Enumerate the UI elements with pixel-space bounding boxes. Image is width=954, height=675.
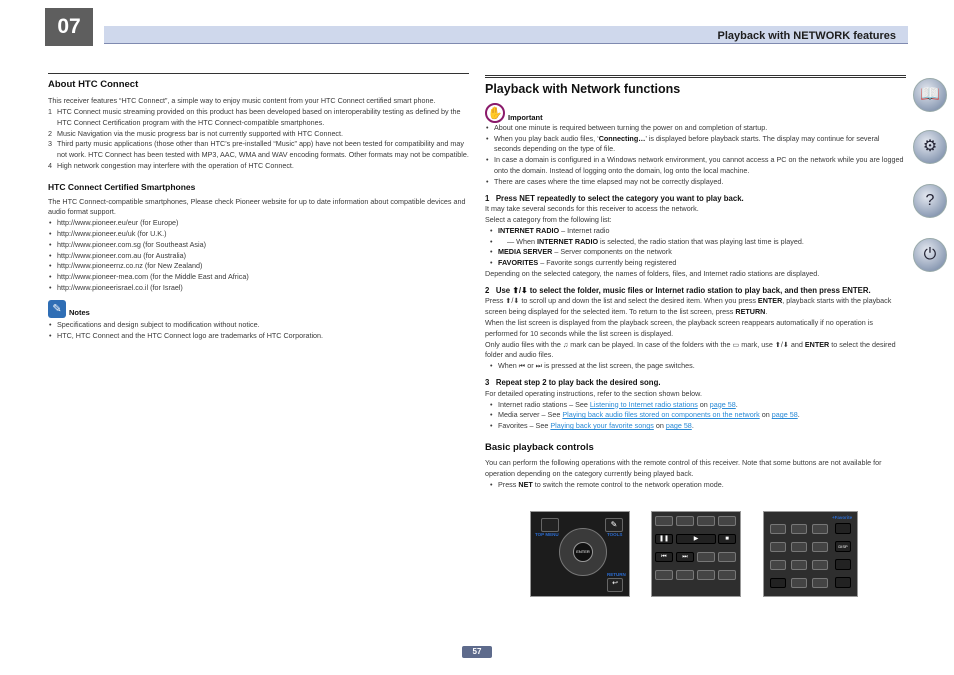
enter-button[interactable]: ENTER xyxy=(573,542,593,562)
previous-icon[interactable]: ⏮ xyxy=(655,552,673,562)
important-icon: ✋ xyxy=(485,103,505,123)
link-item[interactable]: • http://www.pioneer-mea.com (for the Middle East and Africa) xyxy=(48,272,469,283)
remote-button[interactable] xyxy=(718,552,736,562)
important-title: Important xyxy=(508,112,543,122)
list-item: • In case a domain is configured in a Windows network environment, you cannot access a PC on the network while you are logged onto the domain. Instead of logging onto the domain, log onto the local machine. xyxy=(485,155,906,177)
chapter-number: 07 xyxy=(45,8,93,46)
list-item: • HTC, HTC Connect and the HTC Connect logo are trademarks of HTC Corporation. xyxy=(48,331,469,342)
step-2-text: When the list screen is displayed from the playback screen, the playback screen reappears automatically if no operation is performed for 10 seconds while the list screen is displayed. xyxy=(485,318,873,338)
important-heading xyxy=(485,103,906,123)
step-1: 1 Press NET repeatedly to select the category you want to play back. xyxy=(485,193,744,203)
basic-list xyxy=(485,480,906,491)
return-label: RETURN xyxy=(607,572,626,577)
page-link[interactable]: page 58 xyxy=(771,410,798,420)
remote-button[interactable] xyxy=(791,524,807,534)
pause-icon[interactable]: ❚❚ xyxy=(655,534,673,544)
section-rule xyxy=(485,75,906,79)
page-title: Playback with NETWORK features xyxy=(717,30,896,42)
remote-button[interactable] xyxy=(791,560,807,570)
remote-button[interactable] xyxy=(770,560,786,570)
remote-button[interactable] xyxy=(770,542,786,552)
play-icon[interactable]: ▶ xyxy=(676,534,716,544)
cert-intro: The HTC Connect-compatible smartphones, Please check Pioneer website for up to date information about compatible devices and audio format support. xyxy=(48,196,466,217)
remote-nav-panel xyxy=(530,511,630,597)
page-number: 57 xyxy=(462,646,492,658)
notes-heading xyxy=(48,300,469,318)
faq-icon[interactable]: ? xyxy=(913,184,947,218)
power-icon[interactable]: ⏻ xyxy=(913,238,947,272)
reference-link[interactable]: Playing back audio files stored on components on the network xyxy=(562,410,760,420)
remote-button[interactable] xyxy=(676,516,694,526)
about-title: About HTC Connect xyxy=(48,79,139,90)
display-button[interactable]: DISP xyxy=(835,541,851,552)
tools-label: TOOLS xyxy=(607,532,623,537)
step-1-text: Select a category from the following list: xyxy=(485,215,612,225)
reference-link[interactable]: Listening to Internet radio stations xyxy=(589,399,698,409)
remote-transport-panel xyxy=(651,511,741,597)
step-2-list xyxy=(485,361,906,372)
category-list xyxy=(485,226,906,269)
cert-title: HTC Connect Certified Smartphones xyxy=(48,181,196,192)
step-3: 3 Repeat step 2 to play back the desired song. xyxy=(485,378,661,388)
remote-button[interactable] xyxy=(718,516,736,526)
direction-pad[interactable] xyxy=(559,528,607,576)
remote-button[interactable] xyxy=(697,570,715,580)
reference-link[interactable]: Playing back your favorite songs xyxy=(550,421,654,431)
remote-button[interactable] xyxy=(718,570,736,580)
notes-list xyxy=(48,320,469,342)
header-bar xyxy=(104,26,908,44)
basic-text: You can perform the following operations with the remote control of this receiver. Note that some buttons are not available for operation depending on the category currently being played back. xyxy=(485,458,882,478)
link-item[interactable]: • http://www.pioneernz.co.nz (for New Zealand) xyxy=(48,261,469,272)
step-1-text: It may take several seconds for this receiver to access the network. xyxy=(485,204,699,214)
pencil-icon: ✎ xyxy=(48,300,66,318)
list-item: • When ⏮ or ⏭ is pressed at the list screen, the page switches. xyxy=(489,361,906,372)
list-subitem: • — When INTERNET RADIO is selected, the radio station that was playing last time is played. xyxy=(489,237,906,248)
link-item[interactable]: • http://www.pioneer.com.sg (for Southeast Asia) xyxy=(48,240,469,251)
tools-button[interactable]: ✎ xyxy=(605,518,623,532)
about-notes xyxy=(48,107,469,172)
remote-button[interactable] xyxy=(812,578,828,588)
list-item: • Internet radio stations – See Listening to Internet radio stations on page 58. xyxy=(489,400,906,411)
return-button[interactable]: ↩ xyxy=(607,578,623,592)
list-item: 3 Third party music applications (those other than HTC’s pre-installed “Music” app) have not been tested for compatibility and may not work. HTC Connect has been tested with MP3, AAC, WMA and WAV encoding formats. Other formats may not be compatible. xyxy=(48,139,469,160)
list-item: • About one minute is required between turning the power on and completion of startup. xyxy=(485,123,906,134)
remote-button[interactable] xyxy=(676,570,694,580)
right-column xyxy=(485,80,906,491)
remote-button[interactable] xyxy=(835,577,851,588)
step-2-text: Press ⬆/⬇ to scroll up and down the list and select the desired item. When you press ENTER, playback starts with the playback screen being displayed for the selected item. To return to the list screen, press RETURN. xyxy=(485,296,892,317)
about-intro: This receiver features “HTC Connect”, a simple way to enjoy music content from your HTC Connect certified smart phone. xyxy=(48,96,436,106)
list-item: • There are cases where the time elapsed may not be correctly displayed. xyxy=(485,177,906,188)
remote-button[interactable] xyxy=(655,516,673,526)
step-3-text: For detailed operating instructions, refer to the section shown below. xyxy=(485,388,702,398)
list-item: • INTERNET RADIO – Internet radio xyxy=(489,226,906,237)
remote-button[interactable] xyxy=(812,542,828,552)
list-item: • Specifications and design subject to modification without notice. xyxy=(48,320,469,331)
top-menu-button[interactable] xyxy=(541,518,559,532)
remote-button[interactable] xyxy=(835,559,851,570)
notes-title: Notes xyxy=(69,307,90,317)
remote-button[interactable] xyxy=(791,542,807,552)
left-column xyxy=(48,73,469,341)
remote-button[interactable] xyxy=(770,524,786,534)
book-icon[interactable]: 📖 xyxy=(913,78,947,112)
list-item: • MEDIA SERVER – Server components on the network xyxy=(489,247,906,258)
list-item: • Favorites – See Playing back your favorite songs on page 58. xyxy=(489,421,906,432)
list-item: 1 HTC Connect music streaming provided on this product has been developed based on interoperability testing as defined by the HTC Connect Certification program with the HTC Connect-compatible smartphones. xyxy=(48,107,461,127)
link-item[interactable]: • http://www.pioneer.eu/eur (for Europe) xyxy=(48,218,469,229)
stop-icon[interactable]: ■ xyxy=(718,534,736,544)
list-item: 2 Music Navigation via the music progress bar is not currently supported with HTC Connect. xyxy=(48,128,344,138)
reference-list xyxy=(485,400,906,432)
link-item[interactable]: • http://www.pioneerisrael.co.il (for Israel) xyxy=(48,283,469,294)
list-item: • When you play back audio files, ‘Connecting…’ is displayed before playback starts. The display may continue for several seconds depending on the type of file. xyxy=(485,134,906,156)
next-icon[interactable]: ⏭ xyxy=(676,552,694,562)
favorite-label: +Favorite xyxy=(832,515,853,520)
top-menu-label: TOP MENU xyxy=(535,532,559,537)
list-item: • FAVORITES – Favorite songs currently being registered xyxy=(489,258,906,269)
remote-button[interactable] xyxy=(697,552,715,562)
link-item[interactable]: • http://www.pioneer.com.au (for Australia) xyxy=(48,251,469,262)
basic-title: Basic playback controls xyxy=(485,441,594,453)
step-2-text: Only audio files with the ♫ mark can be played. In case of the folders with the ▭ mark, use ⬆/⬇ and ENTER to select the desired folder and audio files. xyxy=(485,339,896,360)
remote-button[interactable] xyxy=(770,578,786,588)
page-link[interactable]: page 58 xyxy=(665,421,692,431)
page-link[interactable]: page 58 xyxy=(709,399,736,409)
list-item: 4 High network congestion may interfere with the operation of HTC Connect. xyxy=(48,161,294,171)
favorite-button[interactable] xyxy=(835,523,851,534)
section-title: Playback with Network functions xyxy=(485,82,681,96)
important-list xyxy=(485,123,906,188)
cert-links xyxy=(48,218,469,294)
step-2: 2 Use ⬆/⬇ to select the folder, music files or Internet radio station to play back, and then press ENTER. xyxy=(485,285,871,295)
list-item: • Media server – See Playing back audio files stored on components on the network on page 58. xyxy=(489,410,906,421)
remote-number-panel xyxy=(763,511,858,597)
step-1-text: Depending on the selected category, the names of folders, files, and Internet radio stations are displayed. xyxy=(485,269,820,278)
remote-button[interactable] xyxy=(812,524,828,534)
settings-icon[interactable]: ⚙ xyxy=(913,130,947,164)
remote-button[interactable] xyxy=(655,570,673,580)
remote-button[interactable] xyxy=(697,516,715,526)
remote-button[interactable] xyxy=(791,578,807,588)
remote-button[interactable] xyxy=(812,560,828,570)
link-item[interactable]: • http://www.pioneer.eu/uk (for U.K.) xyxy=(48,229,469,240)
list-item: • Press NET to switch the remote control to the network operation mode. xyxy=(489,480,906,491)
